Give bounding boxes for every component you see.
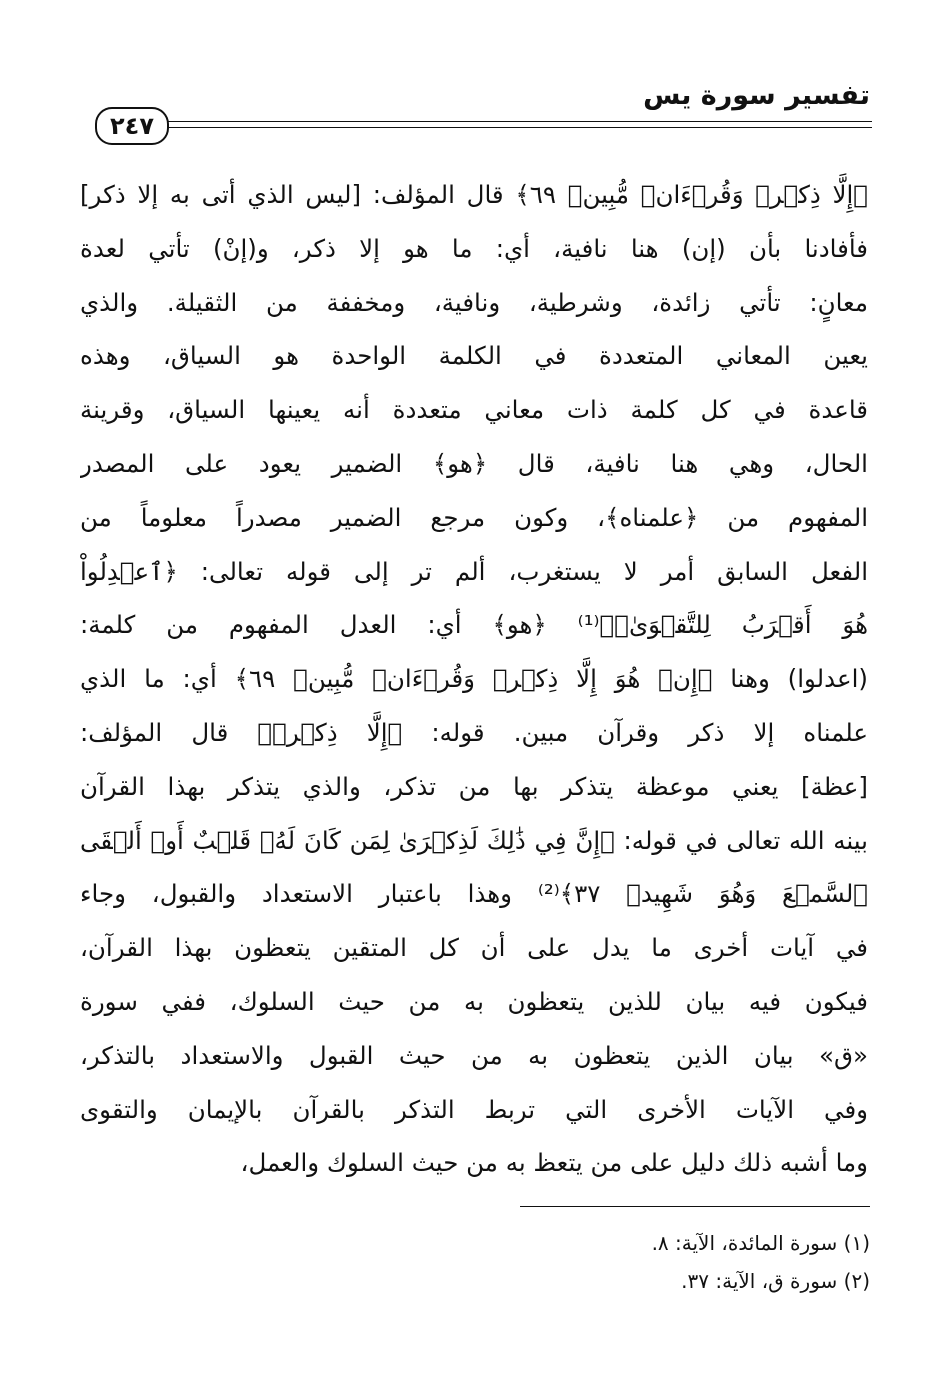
header-rule [160,121,872,128]
running-head-title: تفسير سورة يس [643,80,870,111]
footnote-rule [520,1206,870,1207]
text-line: وما أشبه ذلك دليل على من يتعظ به من حيث السلوك والعمل، [240,1148,868,1178]
text-line: ﴿إِلَّا ذِكۡرٞ وَقُرۡءَانٞ مُّبِينٞ ٦٩﴾ قال المؤلف: [ليس الذي أتى به إلا ذكر] [80,180,868,209]
text-line: فيكون فيه بيان للذين يتعظون به من حيث السلوك، ففي سورة [80,986,868,1016]
text-line: قاعدة في كل كلمة ذات معاني متعددة أنه يعينها السياق، وقرينة [80,395,868,425]
footnote-2: (٢) سورة ق، الآية: ٣٧. [681,1269,870,1293]
text-line: علمناه إلا ذكر وقرآن مبين. قوله: ﴿إِلَّا ذِكۡرٞ﴾ قال المؤلف: [80,717,868,747]
text-line: [عظة] يعني موعظة يتذكر بها من تذكر، والذي يتذكر بهذا القرآن [80,771,868,801]
footnotes [652,1224,870,1300]
text-line: الحال، وهي هنا نافية، قال ﴿هو﴾ الضمير يعود على المصدر [80,448,868,478]
text-line: وفي الآيات الأخرى التي تربط التذكر بالقرآن بالإيمان والتقوى [80,1094,868,1124]
text-line: المفهوم من ﴿علمناه﴾، وكون مرجع الضمير مصدراً معلوماً من [80,502,868,532]
text-line: معانٍ: تأتي زائدة، وشرطية، ونافية، ومخففة من الثقيلة. والذي [80,287,868,317]
text-line: بينه الله تعالى في قوله: ﴿إِنَّ فِي ذَٰلِكَ لَذِكۡرَىٰ لِمَن كَانَ لَهُۥ قَلۡبٌ أَوۡ أَلۡقَى [80,825,868,855]
text-line: «ق» بيان الذين يتعظون به من حيث القبول والاستعداد بالتذكر، [80,1040,868,1070]
text-line: يعين المعاني المتعددة في الكلمة الواحدة هو السياق، وهذه [80,341,868,371]
text-line: (اعدلوا) وهنا ﴿إِنۡ هُوَ إِلَّا ذِكۡرٞ وَقُرۡءَانٞ مُّبِينٞ ٦٩﴾ أي: ما الذي [80,664,868,694]
body-text [80,168,868,1190]
footnote-1: (١) سورة المائدة، الآية: ٨. [651,1231,870,1255]
text-line: في آيات أخرى ما يدل على أن كل المتقين يتعظون بهذا القرآن، [80,933,868,963]
text-line: هُوَ أَقۡرَبُ لِلتَّقۡوَىٰۖ﴾⁽¹⁾ ﴿هو﴾ أي: العدل المفهوم من كلمة: [80,610,868,640]
text-line: فأفادنا بأن (إن) هنا نافية، أي: ما هو إلا ذكر، و(إنْ) تأتي لعدة [80,233,868,263]
text-line: ٱلسَّمۡعَ وَهُوَ شَهِيدٞ ٣٧﴾⁽²⁾ وهذا باعتبار الاستعداد والقبول، وجاء [80,879,868,909]
page-number: ٢٤٧ [95,107,169,145]
text-line: الفعل السابق أمر لا يستغرب، ألم تر إلى قوله تعالى: ﴿ٱعۡدِلُواْ [80,556,868,586]
